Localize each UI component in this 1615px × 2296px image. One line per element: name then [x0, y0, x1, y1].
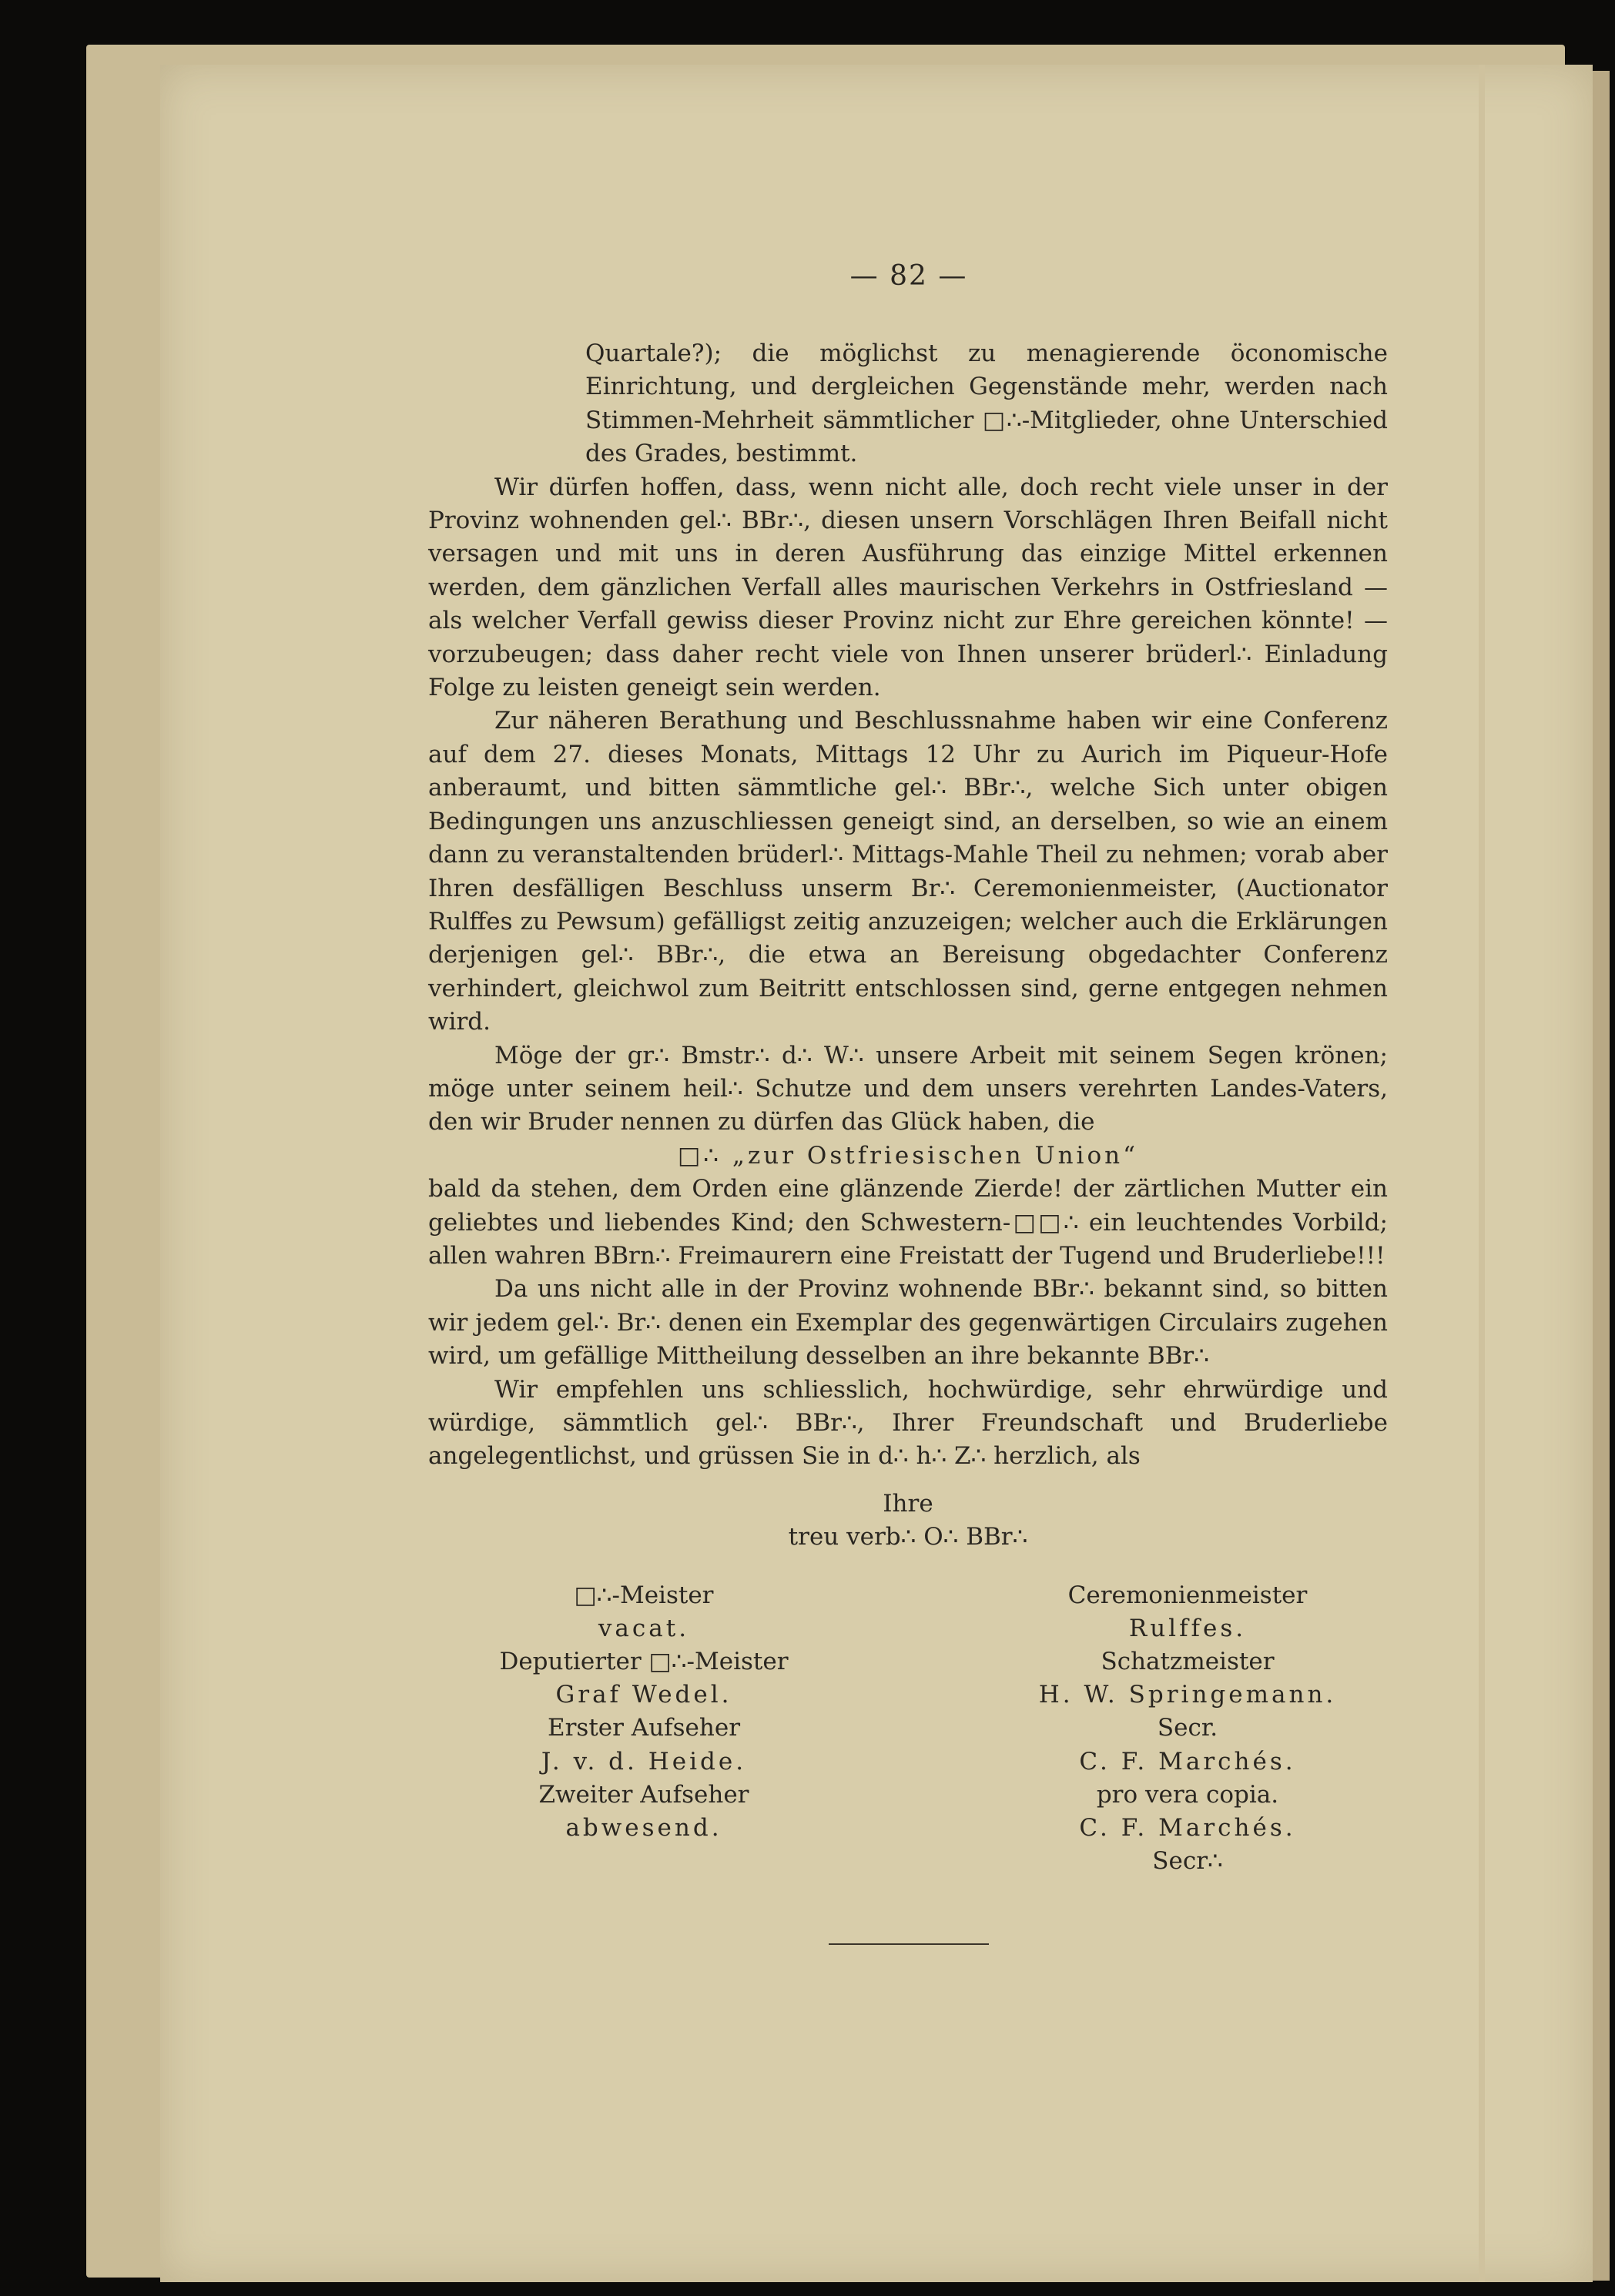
paragraph-greeting: Wir empfehlen uns schliesslich, hochwürdige, sehr ehrwürdige und würdige, sämmtlich gel∴ BBr∴, Ihrer Freundschaft und Bruderliebe angelegentlichst, und grüssen Sie in d∴ h∴ Z∴ herzlich, als: [428, 1375, 1388, 1471]
end-rule: [829, 1943, 989, 1945]
signature-line: Rulffes.: [1128, 1614, 1247, 1642]
paragraph-request: Da uns nicht alle in der Provinz wohnende BBr∴ bekannt sind, so bitten wir jedem gel∴ Br∴ denen ein Exemplar des gegenwärtigen Circulairs zugehen wird, um gefällige Mittheilung desselben an ihre bekannte BBr∴: [428, 1275, 1388, 1371]
closing-line-1: Ihre: [883, 1489, 933, 1518]
signature-line: Graf Wedel.: [555, 1681, 732, 1709]
page-fold: [1479, 65, 1485, 2282]
signature-line: H. W. Springemann.: [1038, 1681, 1337, 1709]
signature-line: Secr∴: [1152, 1847, 1223, 1876]
paragraph-blessing: Möge der gr∴ Bmstr∴ d∴ W∴ unsere Arbeit mit seinem Segen krönen; möge unter seinem heil∴ Schutze und dem unsers verehrten Landes-Vaters, den wir Bruder nennen zu dürfen das Glück haben, die: [428, 1041, 1388, 1136]
closing-line-2: treu verb∴ O∴ BBr∴: [788, 1523, 1028, 1551]
paragraph-conference: Zur näheren Berathung und Beschlussnahme haben wir eine Conferenz auf dem 27. dieses Monats, Mittags 12 Uhr zu Aurich im Piqueur-Hofe anberaumt, und bitten sämmtliche gel∴ BBr∴, welche Sich unter obigen Bedingungen uns anzuschliessen geneigt sind, an derselben, so wie an einem dann zu veranstaltenden brüderl∴ Mittags-Mahle Theil zu nehmen; vorab aber Ihren desfälligen Beschluss unserm Br∴ Ceremonienmeister, (Auctionator Rulffes zu Pewsum) gefälligst zeitig anzuzeigen; welcher auch die Erklärungen derjenigen gel∴ BBr∴, die etwa an Bereisung obgedachter Conferenz verhindert, gleichwol zum Beitritt entschlossen sind, gerne entgegen nehmen wird.: [428, 707, 1388, 1036]
signature-line: abwesend.: [565, 1814, 722, 1842]
signature-line: C. F. Marchés.: [1079, 1814, 1296, 1842]
signature-line: vacat.: [598, 1614, 690, 1642]
page-edge: [1593, 71, 1610, 2281]
signature-line: Deputierter □∴-Meister: [499, 1648, 789, 1676]
signature-line: Ceremonienmeister: [1067, 1581, 1308, 1609]
signature-line: Zweiter Aufseher: [538, 1780, 749, 1809]
signature-line: J. v. d. Heide.: [541, 1747, 747, 1776]
paragraph-hope: Wir dürfen hoffen, dass, wenn nicht alle, doch recht viele unser in der Provinz wohnenden gel∴ BBr∴, diesen unsern Vorschlägen Ihren Beifall nicht versagen und mit uns in deren Ausführung das einzige Mittel erkennen werden, dem gänzlichen Verfall alles maurischen Verkehrs in Ostfriesland — als welcher Verfall gewiss dieser Provinz nicht zur Ehre gereichen könnte! — vorzubeugen; dass daher recht viele von Ihnen unserer brüderl∴ Einladung Folge zu leisten geneigt sein werden.: [428, 473, 1388, 702]
signature-line: □∴-Meister: [574, 1581, 714, 1609]
paragraph-after-lodge: bald da stehen, dem Orden eine glänzende Zierde! der zärtlichen Mutter ein geliebtes und liebendes Kind; den Schwestern-□□∴ ein leuchtendes Vorbild; allen wahren BBrn∴ Freimaurern eine Freistatt der Tugend und Bruderliebe!!!: [428, 1175, 1388, 1270]
signature-line: C. F. Marchés.: [1079, 1747, 1296, 1776]
page-body: [428, 254, 1388, 1878]
signature-column-left: [428, 1579, 859, 1879]
signature-line: pro vera copia.: [1096, 1780, 1279, 1809]
signature-block: [428, 1579, 1388, 1879]
page-number: — 82 —: [849, 260, 968, 292]
signature-column-right: [987, 1579, 1388, 1879]
signature-line: Secr.: [1157, 1714, 1218, 1742]
closing-formula: [428, 1488, 1388, 1555]
signature-line: Schatzmeister: [1101, 1648, 1275, 1676]
lodge-name: □∴ „zur Ostfriesischen Union“: [678, 1141, 1138, 1170]
opening-block: Quartale?); die möglichst zu menagierende öconomische Einrichtung, und dergleichen Gegenstände mehr, werden nach Stimmen-Mehrheit sämmtlicher □∴-Mitglieder, ohne Unterschied des Grades, bestimmt.: [585, 340, 1388, 468]
signature-line: Erster Aufseher: [547, 1714, 741, 1742]
